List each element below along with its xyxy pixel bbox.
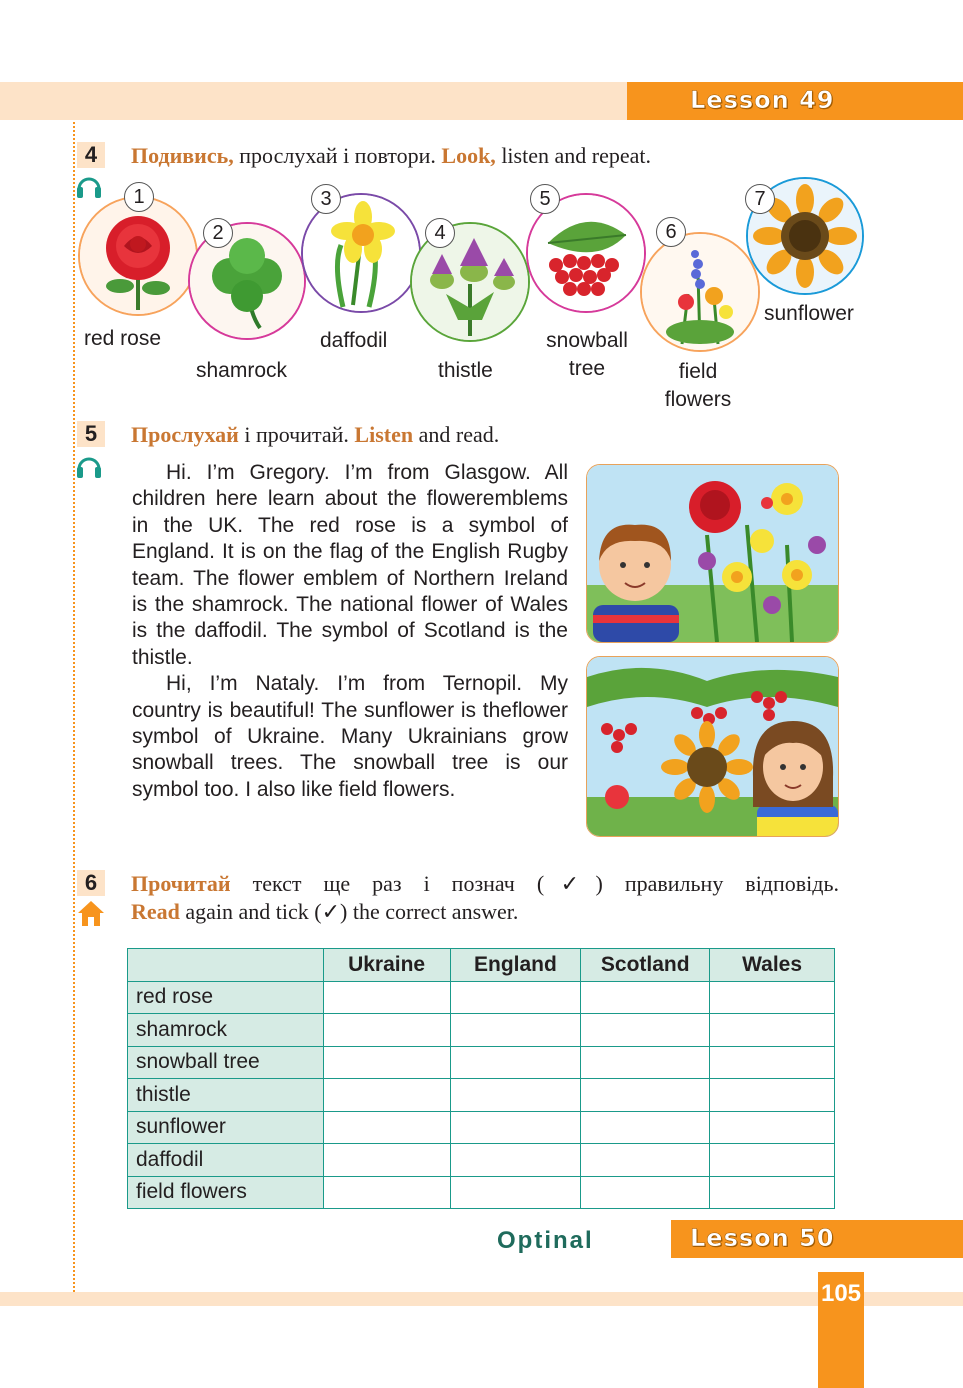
flower-number: 6	[656, 217, 686, 247]
tick-cell[interactable]	[450, 1176, 581, 1209]
flower-label-line: field	[678, 360, 718, 383]
answer-table	[127, 948, 835, 1209]
flower-label-line: snowball	[546, 329, 628, 352]
exercise-4-instruction	[131, 143, 651, 169]
table-header-blank	[128, 949, 324, 982]
table-header-ukraine: Ukraine	[323, 949, 450, 982]
exercise-6-instruction-uk	[131, 871, 839, 897]
headphones-icon[interactable]	[75, 172, 103, 200]
table-row	[128, 1079, 835, 1112]
nataly-picture	[586, 656, 839, 837]
instruction-en-rest: again and tick (✓) the correct answer.	[179, 899, 519, 924]
table-header-row	[128, 949, 835, 982]
tick-cell[interactable]	[323, 1111, 450, 1144]
row-label: sunflower	[128, 1111, 324, 1144]
tick-cell[interactable]	[581, 1079, 710, 1112]
flower-number: 4	[425, 218, 455, 248]
row-label: red rose	[128, 981, 324, 1014]
tick-cell[interactable]	[710, 1079, 835, 1112]
instruction-uk-rest: прослухай і повтори.	[233, 143, 442, 168]
table-header-wales: Wales	[710, 949, 835, 982]
instruction-uk-rest: і прочитай.	[238, 422, 355, 447]
table-row	[128, 981, 835, 1014]
tick-cell[interactable]	[710, 1014, 835, 1047]
tick-cell[interactable]	[323, 1079, 450, 1112]
tick-cell[interactable]	[450, 1046, 581, 1079]
flower-label-line: tree	[568, 357, 606, 380]
exercise-6-number: 6	[77, 870, 105, 896]
instruction-uk-bold: Подивись,	[131, 143, 234, 168]
row-label: shamrock	[128, 1014, 324, 1047]
row-label: snowball tree	[128, 1046, 324, 1079]
table-row	[128, 1111, 835, 1144]
optional-label: Optinal	[497, 1227, 594, 1254]
tick-cell[interactable]	[581, 1176, 710, 1209]
flower-number: 2	[203, 218, 233, 248]
instruction-uk-bold: Прочитай	[131, 871, 231, 896]
table-header-england: England	[450, 949, 581, 982]
margin-dotted-line	[73, 122, 75, 1292]
tick-cell[interactable]	[323, 981, 450, 1014]
red-rose-image	[78, 196, 198, 316]
instruction-uk-rest: текст ще раз і познач (✓) правильну відповідь.	[230, 871, 839, 896]
table-row	[128, 1176, 835, 1209]
flower-number: 1	[124, 182, 154, 212]
tick-cell[interactable]	[710, 1111, 835, 1144]
tick-cell[interactable]	[581, 981, 710, 1014]
flower-number: 3	[311, 184, 341, 214]
flower-label-line: flowers	[664, 388, 732, 411]
field-flowers-image	[640, 232, 760, 352]
flower-number: 5	[530, 184, 560, 214]
tick-cell[interactable]	[581, 1014, 710, 1047]
tick-cell[interactable]	[450, 1111, 581, 1144]
instruction-en-rest: and read.	[413, 422, 500, 447]
row-label: daffodil	[128, 1144, 324, 1177]
tick-cell[interactable]	[710, 981, 835, 1014]
tick-cell[interactable]	[710, 1144, 835, 1177]
flower-number: 7	[745, 184, 775, 214]
exercise-5-instruction	[131, 422, 499, 448]
headphones-icon[interactable]	[75, 452, 103, 480]
exercise-6-instruction-en	[131, 899, 518, 925]
instruction-uk-bold: Прослухай	[131, 422, 239, 447]
tick-cell[interactable]	[581, 1144, 710, 1177]
instruction-en-bold: Look,	[441, 143, 496, 168]
table-row	[128, 1014, 835, 1047]
flower-label: sunflower	[764, 302, 854, 325]
tick-cell[interactable]	[710, 1176, 835, 1209]
next-lesson-title: Lesson 50	[690, 1224, 835, 1252]
tick-cell[interactable]	[710, 1046, 835, 1079]
table-header-scotland: Scotland	[581, 949, 710, 982]
flower-label: thistle	[438, 359, 493, 382]
tick-cell[interactable]	[323, 1014, 450, 1047]
home-icon	[76, 899, 106, 927]
tick-cell[interactable]	[450, 1014, 581, 1047]
tick-cell[interactable]	[323, 1144, 450, 1177]
reading-text	[132, 460, 568, 803]
table-row	[128, 1144, 835, 1177]
flower-label	[655, 360, 741, 412]
flower-label: red rose	[84, 327, 162, 350]
flower-label: shamrock	[196, 359, 288, 382]
tick-cell[interactable]	[581, 1111, 710, 1144]
row-label: thistle	[128, 1079, 324, 1112]
exercise-5-number: 5	[77, 421, 105, 447]
nataly-paragraph: Hi, I’m Nataly. I’m from Ternopil. My country is beautiful! The sunflower is theflower symbol of Ukraine. Many Ukrainians grow snowball trees. The snowball tree is our symbol too. I also like field flowers.	[132, 672, 568, 801]
flower-label	[543, 329, 631, 381]
tick-cell[interactable]	[450, 1144, 581, 1177]
lesson-title: Lesson 49	[690, 86, 835, 114]
tick-cell[interactable]	[323, 1176, 450, 1209]
instruction-en-rest: listen and repeat.	[495, 143, 651, 168]
instruction-en-bold: Listen	[354, 422, 414, 447]
tick-cell[interactable]	[450, 1079, 581, 1112]
row-label: field flowers	[128, 1176, 324, 1209]
exercise-4-number: 4	[77, 142, 105, 168]
table-row	[128, 1046, 835, 1079]
tick-cell[interactable]	[323, 1046, 450, 1079]
tick-cell[interactable]	[581, 1046, 710, 1079]
gregory-picture	[586, 464, 839, 643]
instruction-en-bold: Read	[131, 899, 180, 924]
tick-cell[interactable]	[450, 981, 581, 1014]
gregory-paragraph: Hi. I’m Gregory. I’m from Glasgow. All children here learn about the floweremblems in the UK. The red rose is a symbol of England. It is on the flag of the English Rugby team. The flower emblem of Northern Ireland is the shamrock. The national flower of Wales is the daffodil. The symbol of Scotland is the thistle.	[132, 461, 568, 669]
flower-label: daffodil	[320, 329, 388, 352]
page-number: 105	[820, 1280, 862, 1307]
